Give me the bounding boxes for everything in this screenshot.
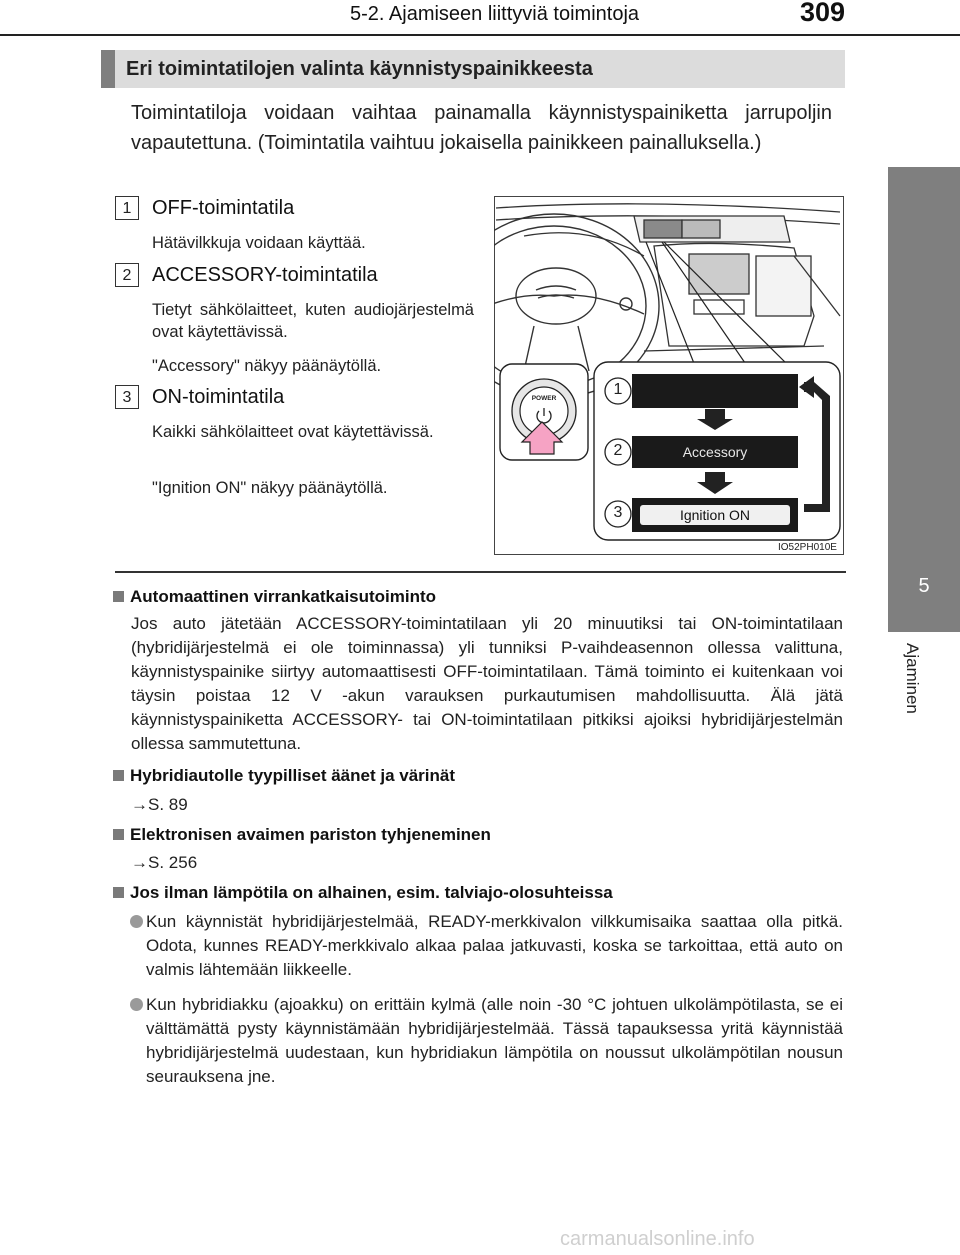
running-header: 5-2. Ajamiseen liittyviä toimintoja [350,3,640,25]
header-rule [0,34,960,36]
mode-title-on: ON-toimintatila [152,386,285,408]
screen-ignition-label: Ignition ON [679,507,751,523]
mode-title-off: OFF-toimintatila [152,197,295,219]
note-text-auto-power-off: Jos auto jätetään ACCESSORY-toimintatilaan yli 20 minuutiksi tai ON-toimintatilaan (hybridijärjestelmä ei ole toiminnassa) yli tunniksi P-vaihdeasennon ollessa valittuna, käynnistyspainike siirtyy automaattisesti OFF-toimintatilaan. Tämä toiminto ei kuitenkaan voi täysin poistaa 12 V -akun varauksen purkautumisen mahdollisuutta. Älä jätä käynnistyspainiketta ACCESSORY- tai ON-toimintatilaan pitkiksi ajoiksi hybridijärjestelmän ollessa sammutettuna. [131,614,843,753]
section-divider [115,571,846,573]
watermark: carmanualsonline.info [560,1228,755,1250]
note-heading-auto-power-off: Automaattinen virrankatkaisutoiminto [113,587,436,607]
callout-2: 2 [613,442,623,459]
power-button-label: POWER [531,395,557,402]
dashboard-illustration [494,196,844,555]
mode-number-1: 1 [115,196,139,220]
screen-accessory-label: Accessory [682,444,748,460]
page-ref-89[interactable]: →S. 89 [131,795,188,814]
mode-desc-off: Hätävilkkuja voidaan käyttää. [152,234,366,252]
round-bullet-icon [130,915,143,928]
page-number: 309 [800,0,846,27]
chapter-number: 5 [918,575,930,597]
screen-off-label [632,374,798,408]
mode-desc-accessory: Tietyt sähkölaitteet, kuten audiojärjestelmä ovat käytettävissä. [152,301,474,341]
square-bullet-icon [113,770,124,781]
chapter-title: Ajaminen [903,643,922,714]
callout-1: 1 [613,381,623,398]
mode-desc-on: Kaikki sähkölaitteet ovat käytettävissä. [152,423,434,441]
note-heading-cold-weather: Jos ilman lämpötila on alhainen, esim. talviajo-olosuhteissa [113,883,613,903]
mode-number-2: 2 [115,263,139,287]
section-intro: Toimintatiloja voidaan vaihtaa painamalla käynnistyspainiketta jarrupoljin vapautettuna. (Toimintatila vaihtuu jokaisella painikkeen painalluksella.) [131,102,832,154]
chapter-tab [888,167,960,632]
mode-number-3: 3 [115,385,139,409]
section-banner-marker [101,50,115,88]
cold-weather-bullet-battery: Kun hybridiakku (ajoakku) on erittäin kylmä (alle noin -30 °C johtuen ulkolämpötilasta, se ei välttämättä pysty käynnistämään hybridijärjestelmää. Tässä tapauksessa yritä käynnistää hybridijärjestelmä uudestaan, kun hybridiakun lämpötila on noussut ulkolämpötilan nousun seurauksena jne. [146,995,843,1086]
mode-title-accessory: ACCESSORY-toimintatila [152,264,378,286]
page-ref-256[interactable]: →S. 256 [131,853,198,872]
section-title: Eri toimintatilojen valinta käynnistyspainikkeesta [126,58,593,80]
cold-weather-bullet-ready: Kun käynnistät hybridijärjestelmää, READY-merkkivalon vilkkumisaika saattaa olla pitkä. Odota, kunnes READY-merkkivalo alkaa palaa jatkuvasti, koska se tarkoittaa, että auto on valmis lähtemään liikkeelle. [146,912,843,979]
note-heading-hybrid-sounds: Hybridiautolle tyypilliset äänet ja värinät [113,766,455,786]
square-bullet-icon [113,887,124,898]
mode-desc-accessory-display: "Accessory" näkyy päänäytöllä. [152,357,382,375]
mode-desc-on-display: "Ignition ON" näkyy päänäytöllä. [152,479,388,497]
note-heading-key-battery: Elektronisen avaimen pariston tyhjeneminen [113,825,491,845]
round-bullet-icon [130,998,143,1011]
square-bullet-icon [113,591,124,602]
callout-3: 3 [613,504,623,521]
figure-code: IO52PH010E [778,542,837,553]
square-bullet-icon [113,829,124,840]
